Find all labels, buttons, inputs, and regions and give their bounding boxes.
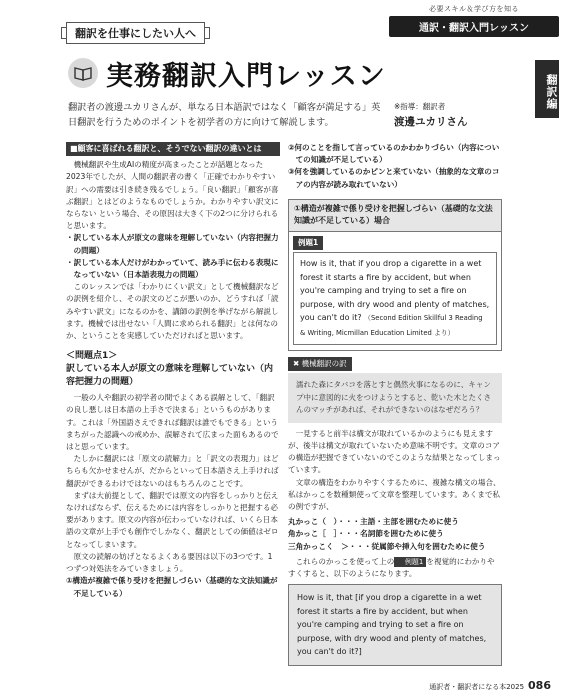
paragraph: 機械翻訳や生成AIの精度が高まったことが話題となった2023年でしたが、人間の翻訳者の書く「正確でわかりやすい訳」への需要は引き続き残るでしょう。「良い翻訳」「顧客が喜ぶ翻訳」とはどのようなものでしょうか。わかりやすい訳文にならない という場合、その原因は大きく下の2つに分けられると思います。 [66,160,279,231]
mt-translation: 濡れた森にタバコを落とすと偶然火事になるのに、キャンプ中に意図的に火をつけようとすると、乾いた木とたくさんのマッチがあれば、それができないのはなぜだろう？ [288,373,502,423]
bracket-item: 丸かっこ（ ）・・・主語・主部を囲むために使う [288,517,459,527]
series-title: 通訳・翻訳入門レッスン [389,16,559,37]
example-text-box [293,252,497,345]
paragraph-part: を視覚的にわかりやすくすると、以下のようになります。 [288,556,495,578]
page-title: 実務翻訳入門レッスン [106,61,386,92]
bracket-item: 三角かっこく ＞・・・従属節や挿入句を囲むために使う [288,541,486,551]
bracket-item: 角かっこ［ ］・・・名詞節を囲むために使う [288,529,444,539]
paragraph: まずは大前提として、翻訳では原文の内容をしっかりと伝えなければならず、伝えるためには内容をしっかりと把握する必要があります。原文の内容が伝わっていなければ、いくら日本語の文章が上手でも創作でしかなく、翻訳としての価値はゼロとなってしまいます。 [66,490,279,549]
left-column [66,142,280,600]
paragraph: 原文の読解の妨げとなるよくある要因は以下の3つです。1つずつ対処法をみていきましょう。 [66,551,273,574]
example-citation: （Second Edition Skillful 3 Reading & Writing, Micmillan Education Limited より） [300,314,483,337]
page-number: 086 [528,679,551,692]
mt-label: ✖ 機械翻訳の訳 [288,357,352,371]
bracket-list [288,516,502,553]
list-item: ①構造が複雑で係り受けを把握しづらい（基礎的な文法知識が不足している） [66,576,278,598]
lead-text: 翻訳者の渡邊ユカリさんが、単なる日本語訳ではなく「顧客が満足する」英日翻訳を行うためのポイントを初学者の方に向けて解説します。 [68,102,381,128]
list-item: ②何のことを指して言っているのかわかりづらい（内容についての知識が不足している） [288,143,500,165]
bullet-item: ・訳している本人だけがわかっていて、読み手に伝わる表現になっていない（日本語表現力の問題） [66,257,279,280]
paragraph-part: これらのかっこを使って上の [295,556,395,566]
instructor [394,101,468,129]
problem-title: ＜問題点1＞ 訳している本人が原文の意味を理解していない（内容把握力の問題） [66,351,274,388]
paragraph: 一見すると前半は構文が取れているかのようにも見えますが、後半は構文が取れていないため意味不明です。文章のコアの構造が把握できていないのでこのような結果となってしまっています。 [288,428,501,475]
section-heading: ■顧客に喜ばれる翻訳と、そうでない翻訳の違いとは [66,142,280,156]
paragraph: 文章の構造をわかりやすくするために、複雑な構文の場合、私はかっこを数種類使って文章を整理しています。あくまで私の例ですが、 [288,477,501,511]
paragraph: 一般の人や翻訳の初学者の間でよくある誤解として、「翻訳の良し悪しは日本語の上手さで決まる」というものがあります。これは「外国語さえできれば翻訳は誰でもできる」というまちがった認識への戒めか、誤解されて広まった面もあるのではと思っています。 [66,393,279,452]
example-box [288,199,502,351]
series-subtitle: 必要スキル＆学び方を知る [429,5,519,13]
example-text: How is it, that if you drop a cigarette in a wet forest it starts a fire by accident, but when you're camping and trying to set a fire on purpose, with dry wood and plenty of matches, you can't do it? [300,259,490,323]
tagline: 翻訳を仕事にしたい人へ [66,22,205,44]
right-column [288,142,502,666]
paragraph: このレッスンでは「わかりにくい訳文」として機械翻訳などの訳例を紹介し、その訳文のどこが悪いのか、どうすれば「読みやすい訳文」になるのかを、講師の訳例を挙げながら解説します。機械では出せない「人間に求められる翻訳」とは何なのか、ということを実感していただければと思います。 [66,282,279,341]
instructor-name: 渡邊ユカリさん [394,116,468,128]
example-ref-label: 例題1 [394,557,426,567]
bullet-item: ・訳している本人が原文の意味を理解していない（内容把握力の問題） [66,233,279,255]
page-footer [429,679,551,692]
paragraph: たしかに翻訳には「原文の読解力」と「訳文の表現力」はどちらも欠かせませんが、だからといって日本語さえ上手ければ翻訳ができるわけではないのはもちろんのことです。 [66,454,279,488]
section-tab: 翻訳編 [535,60,559,118]
example-label: 例題1 [293,236,323,250]
example-heading: ①構造が複雑で係り受けを把握しづらい（基礎的な文法知識が不足している）場合 [289,200,501,232]
footer-text: 通訳者・翻訳者になる本2025 [429,683,525,691]
paragraph [288,556,502,580]
bracketed-example: How is it, that [if you drop a cigarette in a wet forest it starts a fire by accident, but when you're camping and trying to set a fire on purpose, with dry wood and plenty of matches, you can't do it?] [288,584,502,666]
instructor-role: ※指導：翻訳者 [394,102,446,111]
series-header [389,4,559,37]
list-item: ③何を強調しているのかピンと来ていない（抽象的な文章のコアの内容が読み取れていない） [288,167,500,189]
book-icon [68,58,98,88]
